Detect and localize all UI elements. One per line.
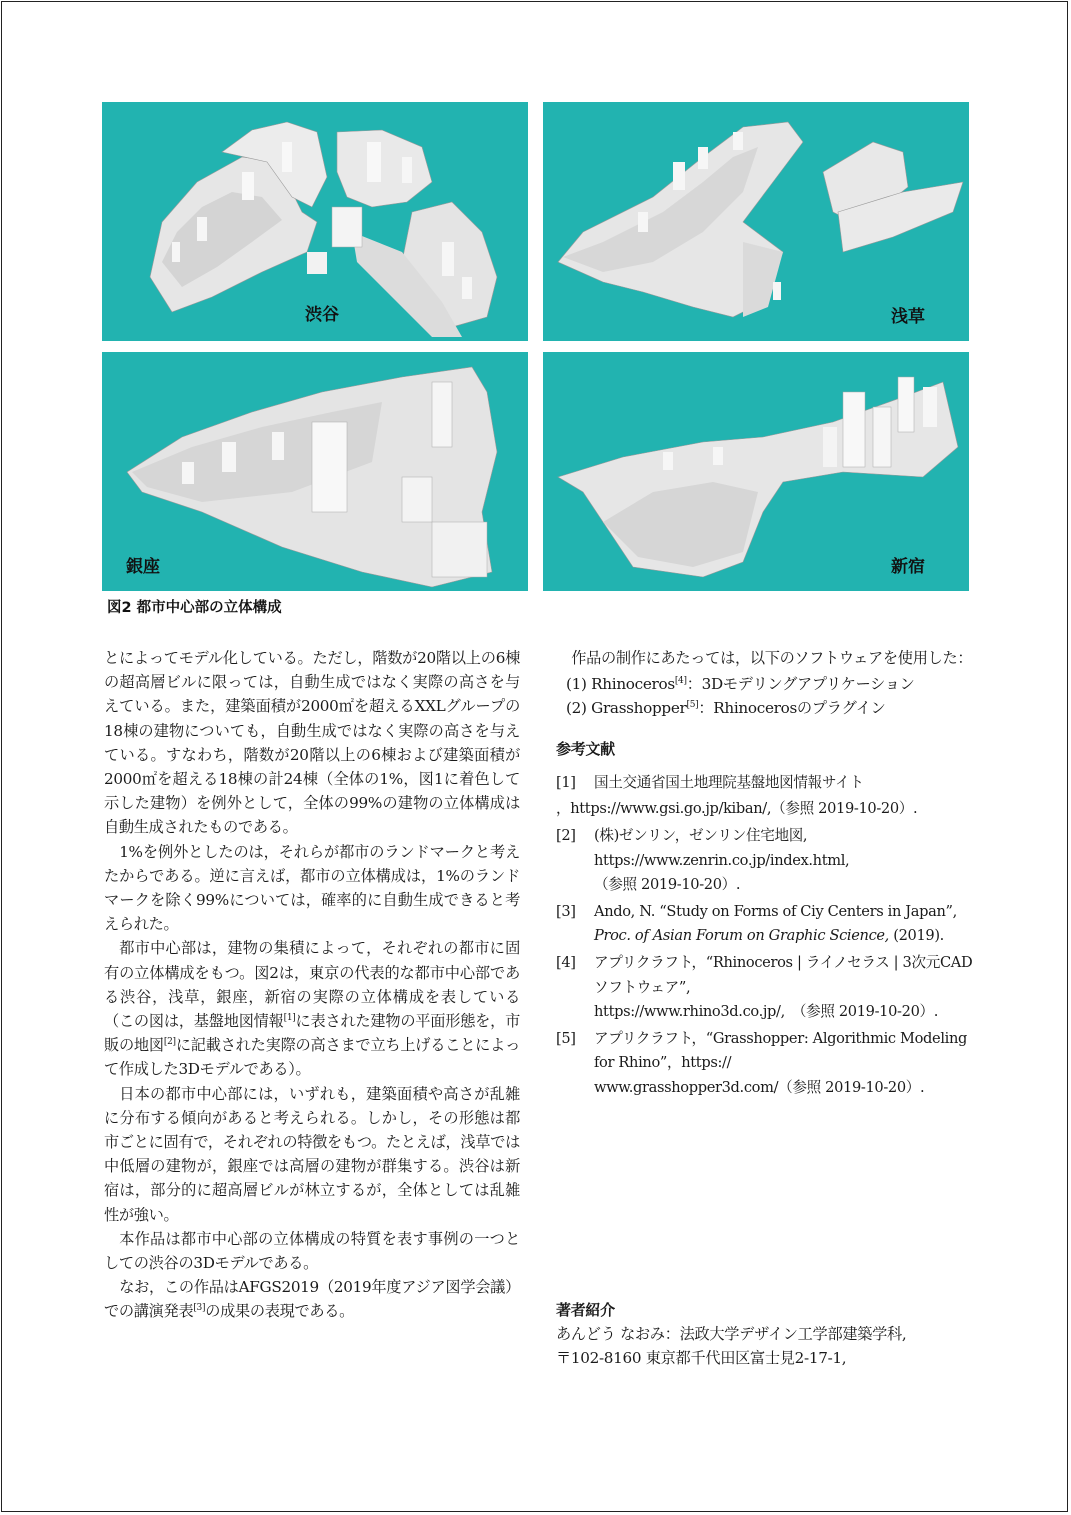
right-column	[556, 646, 976, 1103]
panel-label-shibuya: 渋谷	[305, 305, 339, 325]
panel-label-ginza: 銀座	[126, 557, 160, 577]
panel-label-asakusa: 浅草	[891, 307, 925, 327]
reference-item: [2] (株)ゼンリン，ゼンリン住宅地図, https://www.zenrin.co.jp/index.html, （参照 2019-10-20）.	[556, 827, 850, 894]
software-list	[566, 672, 976, 720]
paragraph-6: なお，この作品はAFGS2019（2019年度アジア図学会議）での講演発表[3]の成果の表現である。	[104, 1278, 520, 1321]
city-model-ginza	[102, 352, 528, 591]
reference-list	[556, 771, 976, 1101]
author-affiliation: あんどう なおみ：法政大学デザイン工学部建築学科,	[556, 1325, 907, 1344]
software-item: (2) Grasshopper[5]：Rhinocerosのプラグイン	[566, 699, 886, 718]
figure-panel-ginza	[102, 352, 528, 591]
paragraph-5: 本作品は都市中心部の立体構成の特質を表す事例の一つとしての渋谷の3Dモデルである。	[104, 1229, 520, 1273]
figure-panel-shibuya	[102, 102, 528, 341]
figure-panel-asakusa	[543, 102, 969, 341]
reference-item: [5] アプリクラフト，“Grasshopper: Algorithmic Modeling for Rhino”，https:// www.grasshopper3d.com/（参照 2019-10-20）.	[556, 1029, 968, 1096]
figure-panel-shinjuku	[543, 352, 969, 591]
author-block	[556, 1298, 976, 1371]
reference-item-continuation: ，https://www.gsi.go.jp/kiban/,（参照 2019-10-20）.	[556, 800, 918, 818]
figure-caption: 図2 都市中心部の立体構成	[107, 600, 282, 616]
left-column	[104, 646, 520, 1324]
reference-item: [3] Ando, N. “Study on Forms of Ciy Centers in Japan”, Proc. of Asian Forum on Graphic Science, (2019).	[556, 902, 957, 945]
paragraph-2: 1%を例外としたのは，それらが都市のランドマークと考えたからである。逆に言えば，都市の立体構成は，1%のランドマークを除く99%については，確率的に自動生成できると考えられた。	[104, 842, 520, 934]
paragraph-4: 日本の都市中心部には，いずれも，建築面積や高さが乱雑に分布する傾向があると考えられる。しかし，その形態は都市ごとに固有で，それぞれの特徴をもつ。たとえば，浅草では中低層の建物が，銀座では高層の建物が群集する。渋谷は新宿は，部分的に超高層ビルが林立するが，全体としては乱雑性が強い。	[104, 1084, 520, 1224]
paragraph-3: 都市中心部は，建物の集積によって，それぞれの都市に固有の立体構成をもつ。図2は，東京の代表的な都市中心部である渋谷，浅草，銀座，新宿の実際の立体構成を表している（この図は，基盤地図情報[1]に表された建物の平面形態を，市販の地図[2]に記載された実際の高さまで立ち上げることによって作成した3Dモデルである）。	[104, 939, 520, 1079]
software-item: (1) Rhinoceros[4]：3Dモデリングアプリケーション	[566, 675, 915, 694]
software-intro: 作品の制作にあたっては，以下のソフトウェアを使用した：	[571, 649, 973, 667]
reference-item: [4] アプリクラフト，“Rhinoceros | ライノセラス | 3次元CADソフトウェア”, https://www.rhino3d.co.jp/, （参照 2019-10-20）.	[556, 953, 973, 1021]
paragraph-1: とによってモデル化している。ただし，階数が20階以上の6棟の超高層ビルに限っては，自動生成ではなく実際の高さを与えている。また，建築面積が2000㎡を超えるXXLグループの18棟の建物についても，自動生成ではなく実際の高さを与えている。すなわち，階数が20階以上の6棟および建築面積が2000㎡を超える18棟の計24棟（全体の1%，図1に着色して示した建物）を例外として，全体の99%の建物の立体構成は自動生成されたものである。	[104, 649, 520, 837]
author-address: 〒102-8160 東京都千代田区富士見2-17-1,	[556, 1349, 847, 1368]
panel-label-shinjuku: 新宿	[891, 557, 925, 577]
reference-item: [1] 国土交通省国土地理院基盤地図情報サイト	[556, 773, 864, 791]
references-heading: 参考文献	[556, 739, 615, 758]
author-heading: 著者紹介	[556, 1301, 615, 1319]
